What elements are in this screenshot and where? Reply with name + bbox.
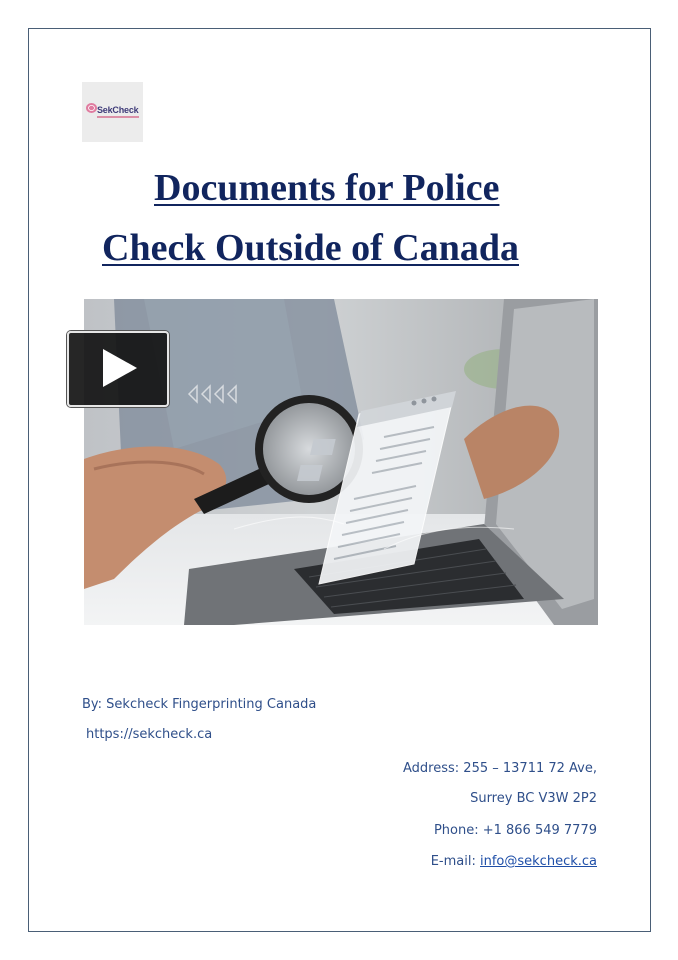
logo-text: SekCheck [97, 105, 139, 115]
website-link[interactable]: https://sekcheck.ca [86, 727, 213, 742]
address-line-2: Surrey BC V3W 2P2 [470, 791, 597, 806]
title-line-1: Documents for Police [154, 167, 500, 209]
author-byline: By: Sekcheck Fingerprinting Canada [82, 697, 317, 712]
title-line-2: Check Outside of Canada [102, 227, 519, 269]
phone-number: Phone: +1 866 549 7779 [433, 823, 597, 838]
email-line [431, 854, 597, 870]
play-icon [103, 349, 137, 387]
logo-tagline-bar [97, 116, 139, 118]
email-label: E-mail: [430, 854, 480, 869]
address-line-1: Address: 255 – 13711 72 Ave, [403, 761, 597, 776]
play-button[interactable] [67, 331, 169, 407]
email-link[interactable]: info@sekcheck.ca [480, 854, 597, 869]
sekcheck-logo [82, 82, 143, 142]
